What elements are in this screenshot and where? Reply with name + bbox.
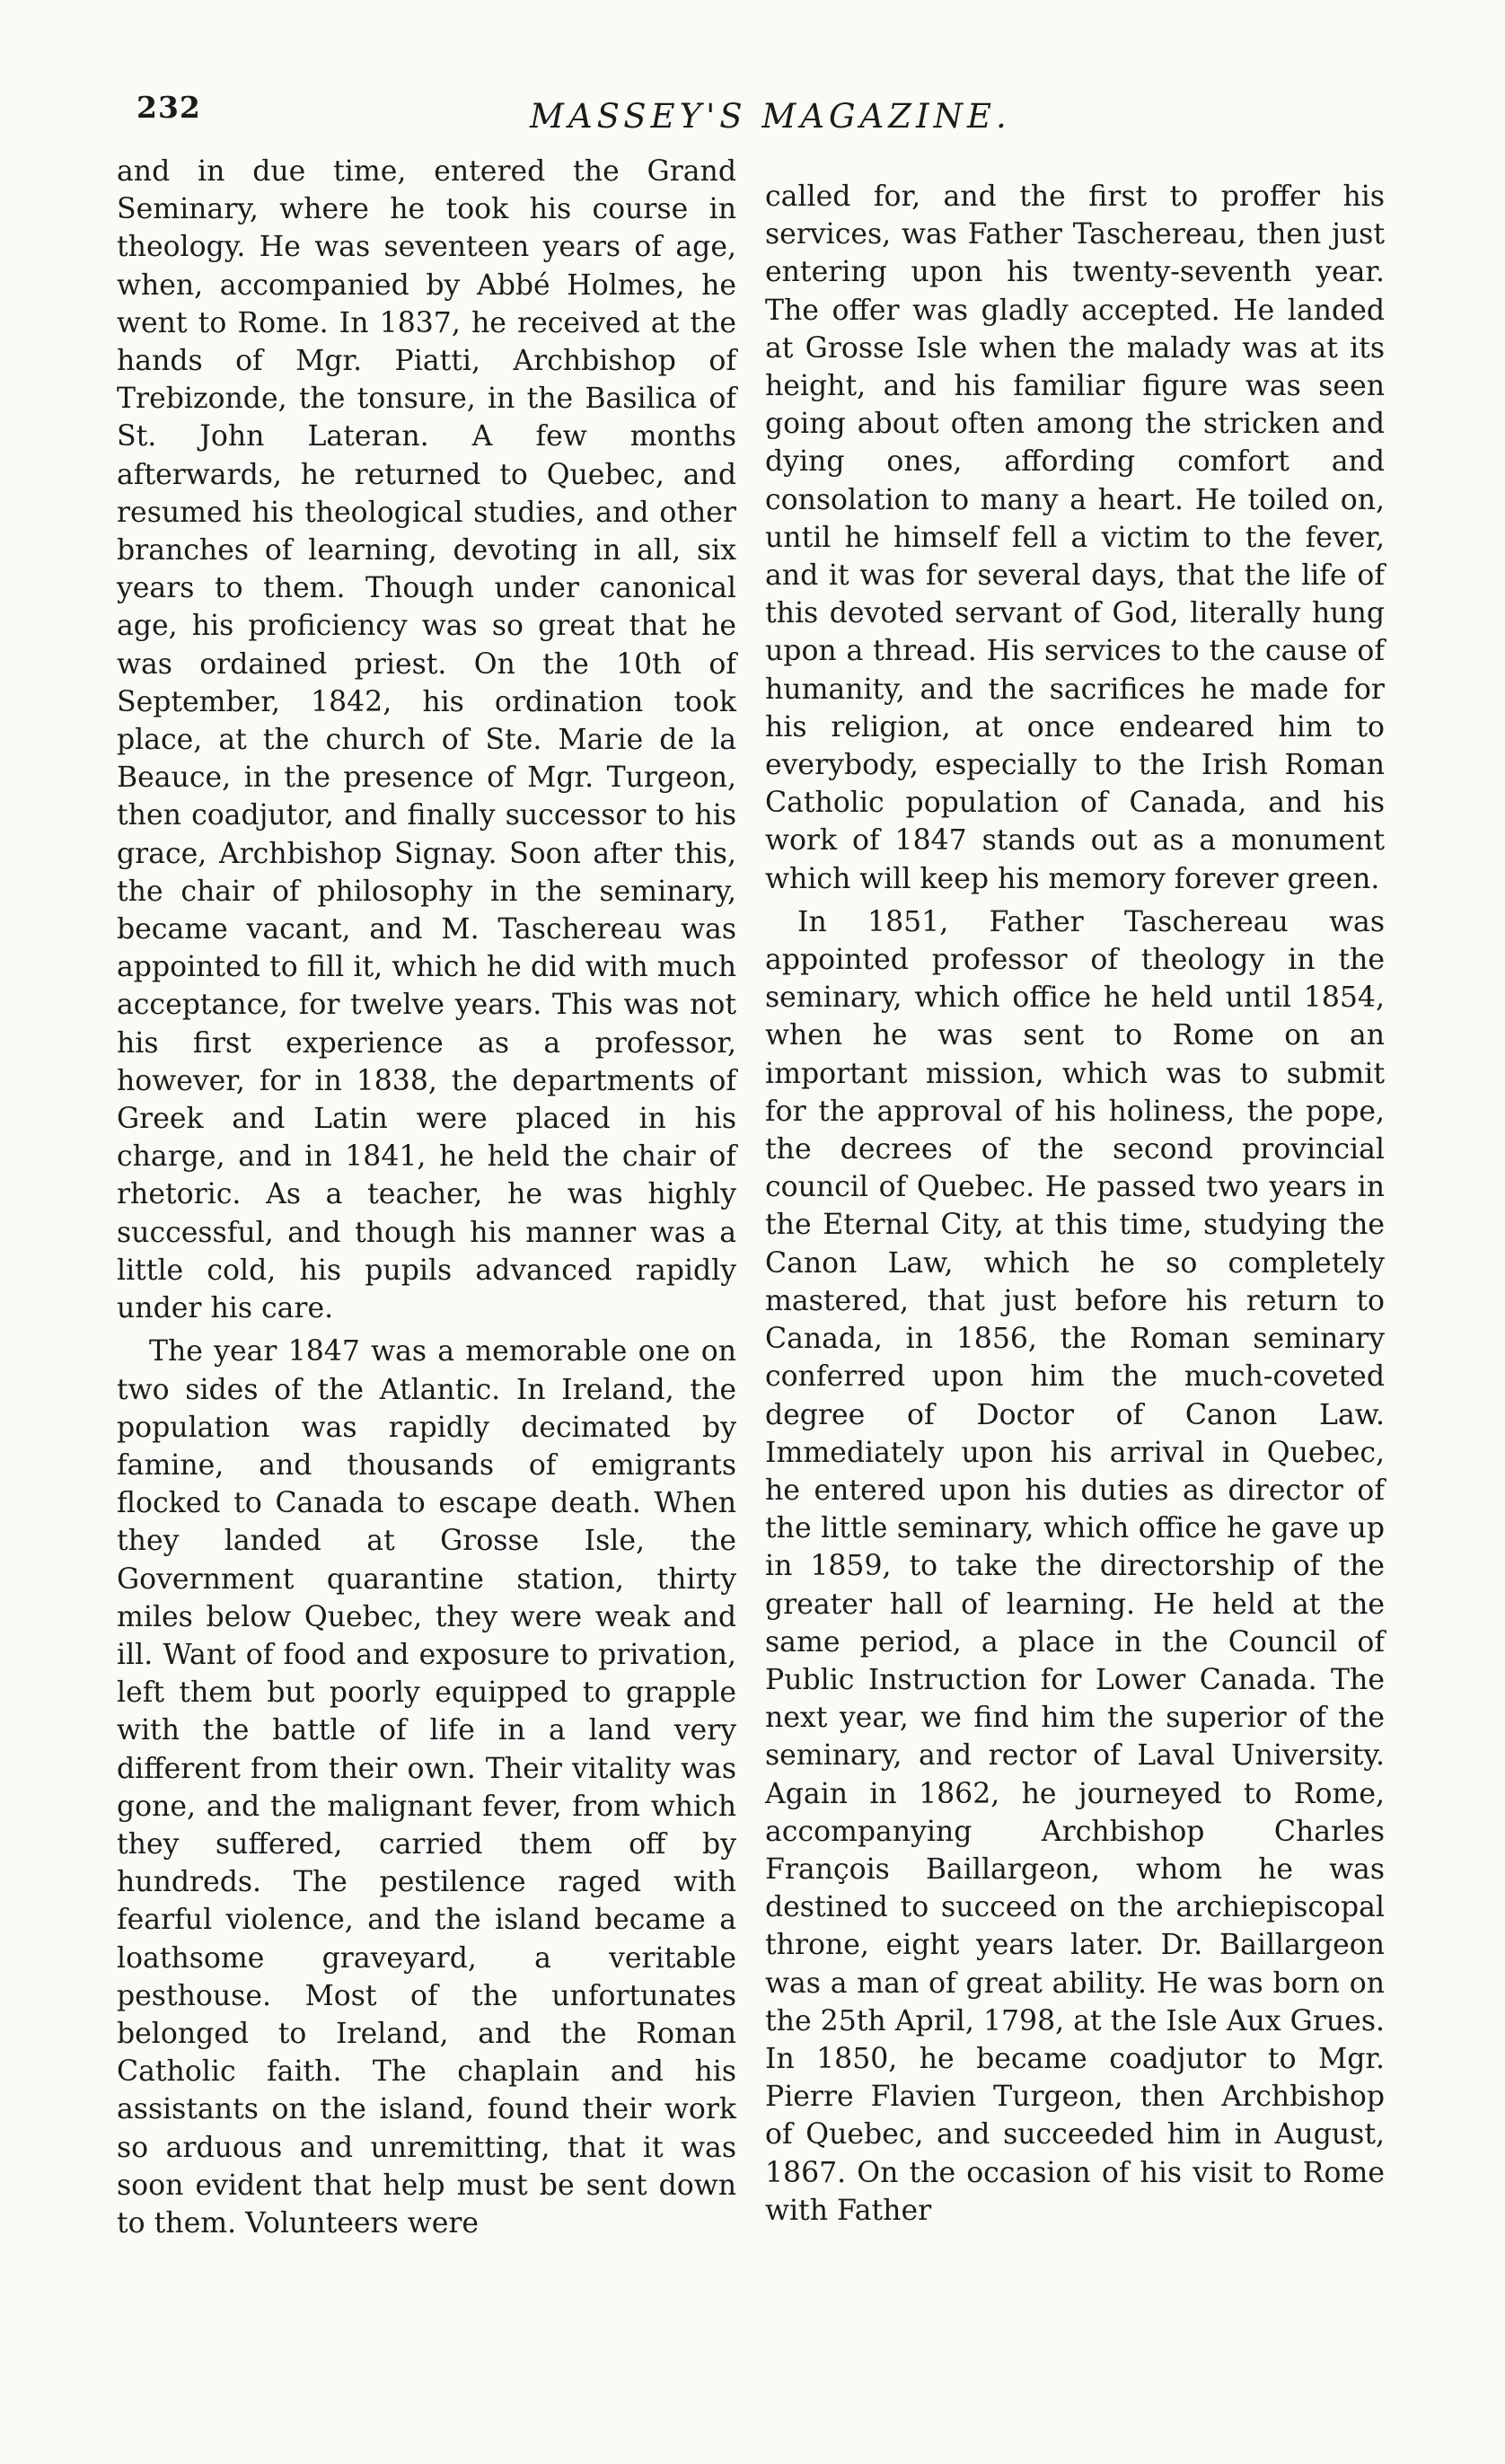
page-number: 232 <box>136 90 201 125</box>
left-paragraph-2: The year 1847 was a memorable one on two sides of the Atlantic. In Ireland, the population was rapidly decimated by famine, and thousands of emigrants flocked to Canada to escape death. When they landed at Grosse Isle, the Government quarantine station, thirty miles below Quebec, they were weak and ill. Want of food and exposure to privation, left them but poorly equipped to grapple with the battle of life in a land very different from their own. Their vitality was gone, and the malignant fever, from which they suffered, carried them off by hundreds. The pestilence raged with fearful violence, and the island became a loathsome graveyard, a veritable pesthouse. Most of the unfortunates belonged to Ireland, and the Roman Catholic faith. The chaplain and his assistants on the island, found their work so arduous and unremitting, that it was soon evident that help must be sent down to them. Volunteers were <box>117 1335 736 2240</box>
left-column <box>117 153 736 2242</box>
right-paragraph-2: In 1851, Father Taschereau was appointed professor of theology in the seminary, which office he held until 1854, when he was sent to Rome on an important mission, which was to submit for the approval of his holiness, the pope, the decrees of the second provincial council of Quebec. He passed two years in the Eternal City, at this time, studying the Canon Law, which he so completely mastered, that just before his return to Canada, in 1856, the Roman seminary conferred upon him the much-coveted degree of Doctor of Canon Law. Immediately upon his arrival in Quebec, he entered upon his duties as director of the little seminary, which office he gave up in 1859, to take the directorship of the greater hall of learning. He held at the same period, a place in the Council of Public Instruction for Lower Canada. The next year, we find him the superior of the seminary, and rector of Laval University. Again in 1862, he journeyed to Rome, accompanying Archbishop Charles François Baillargeon, whom he was destined to succeed on the archiepiscopal throne, eight years later. Dr. Baillargeon was a man of great ability. He was born on the 25th April, 1798, at the Isle Aux Grues. In 1850, he became coadjutor to Mgr. Pierre Flavien Turgeon, then Archbishop of Quebec, and succeeded him in August, 1867. On the occasion of his visit to Rome with Father <box>765 905 1385 2227</box>
right-column <box>765 178 1385 2230</box>
running-head: MASSEY'S MAGAZINE. <box>530 97 1011 136</box>
left-paragraph-1: and in due time, entered the Grand Seminary, where he took his course in theology. He was seventeen years of age, when, accompanied by Abbé Holmes, he went to Rome. In 1837, he received at the hands of Mgr. Piatti, Archbishop of Trebizonde, the tonsure, in the Basilica of St. John Lateran. A few months afterwards, he returned to Quebec, and resumed his theological studies, and other branches of learning, devoting in all, six years to them. Though under canonical age, his proficiency was so great that he was ordained priest. On the 10th of September, 1842, his ordination took place, at the church of Ste. Marie de la Beauce, in the presence of Mgr. Turgeon, then coadjutor, and finally successor to his grace, Archbishop Signay. Soon after this, the chair of philosophy in the seminary, became vacant, and M. Taschereau was appointed to fill it, which he did with much acceptance, for twelve years. This was not his first experience as a professor, however, for in 1838, the departments of Greek and Latin were placed in his charge, and in 1841, he held the chair of rhetoric. As a teacher, he was highly successful, and though his manner was a little cold, his pupils advanced rapidly under his care. <box>117 155 736 1325</box>
right-paragraph-1: called for, and the first to proffer his services, was Father Taschereau, then just entering upon his twenty-seventh year. The offer was gladly accepted. He landed at Grosse Isle when the malady was at its height, and his familiar figure was seen going about often among the stricken and dying ones, affording comfort and consolation to many a heart. He toiled on, until he himself fell a victim to the fever, and it was for several days, that the life of this devoted servant of God, literally hung upon a thread. His services to the cause of humanity, and the sacrifices he made for his religion, at once endeared him to everybody, especially to the Irish Roman Catholic population of Canada, and his work of 1847 stands out as a monument which will keep his memory forever green. <box>765 180 1385 895</box>
